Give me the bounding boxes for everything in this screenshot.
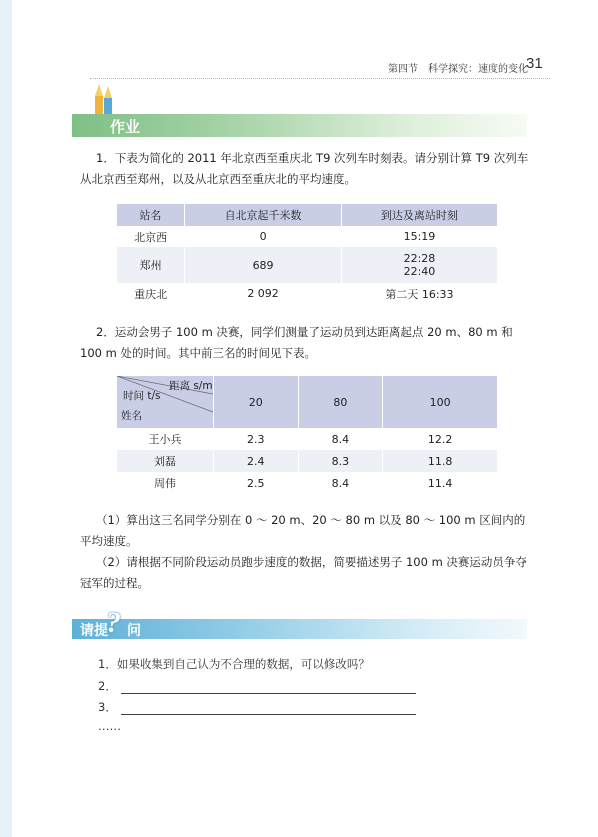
runner-name: 刘磊: [117, 450, 214, 472]
ask-ellipsis: ……: [98, 719, 121, 733]
homework-banner: [72, 114, 527, 137]
sub-question-1: （1）算出这三名同学分别在 0 ～ 20 m、20 ～ 80 m 以及 80 ～ 100 m 区间内的平均速度。: [80, 513, 526, 548]
section-title: 第四节 科学探究：速度的变化: [388, 64, 528, 75]
table-row: [117, 247, 498, 283]
table-header: 80: [298, 376, 383, 428]
ask-question-2: [98, 678, 416, 694]
table-cell: 重庆北: [117, 283, 185, 304]
runner-name: 周伟: [117, 472, 214, 494]
table-cell: 2.5: [214, 472, 299, 494]
table-cell: 北京西: [117, 226, 185, 247]
ask-question-2-prefix: 2．: [98, 679, 117, 693]
table-cell: 12.2: [383, 428, 497, 450]
table-cell: 2.3: [214, 428, 299, 450]
table-cell: 8.4: [298, 472, 383, 494]
table-cell: [341, 247, 497, 283]
question-mark-icon: ?: [106, 606, 121, 639]
page-edge-strip: [0, 0, 12, 837]
corner-name-label: 姓名: [121, 410, 142, 422]
header-divider: [90, 78, 550, 79]
table-cell: 11.4: [383, 472, 497, 494]
table-cell: 8.4: [298, 428, 383, 450]
table-header: 到达及离站时刻: [341, 204, 497, 226]
table-cell: 11.8: [383, 450, 497, 472]
table-cell: 2 092: [185, 283, 342, 304]
ask-title-left: 请提: [80, 623, 108, 639]
ask-question-3-prefix: 3．: [98, 700, 117, 714]
table-row: [117, 226, 498, 247]
page-header: [380, 55, 550, 75]
question-1: 1．下表为简化的 2011 年北京西至重庆北 T9 次列车时刻表。请分别计算 T9 次列车从北京西至郑州，以及从北京西至重庆北的平均速度。: [80, 151, 529, 186]
ask-title-right: 问: [127, 623, 141, 639]
corner-distance-label: 距离 s/m: [169, 380, 213, 392]
table-corner-cell: [117, 376, 214, 428]
table-cell: 第二天 16:33: [341, 283, 497, 304]
ask-question-1: 1．如果收集到自己认为不合理的数据，可以修改吗？: [98, 657, 370, 671]
table-cell: 689: [185, 247, 342, 283]
table-header: 自北京起千米数: [185, 204, 342, 226]
table-cell: 8.3: [298, 450, 383, 472]
table-header: 站名: [117, 204, 185, 226]
question-2: 2．运动会男子 100 m 决赛，同学们测量了运动员到达距离起点 20 m、80 m 和 100 m 处的时间。其中前三名的时间见下表。: [80, 325, 513, 360]
table-header: 100: [383, 376, 497, 428]
answer-line[interactable]: [121, 702, 416, 715]
runner-name: 王小兵: [117, 428, 214, 450]
corner-time-label: 时间 t/s: [123, 390, 161, 402]
table-row: [117, 450, 498, 472]
race-time-table: [116, 376, 497, 494]
answer-line[interactable]: [121, 681, 416, 694]
table-cell: 0: [185, 226, 342, 247]
arrival-time: 22:28: [403, 252, 436, 265]
train-timetable: [116, 204, 497, 304]
page-number: 31: [526, 55, 543, 72]
sub-question-2: （2）请根据不同阶段运动员跑步速度的数据，简要描述男子 100 m 决赛运动员争夺冠军的过程。: [80, 555, 527, 590]
homework-title: 作业: [110, 118, 141, 136]
table-row: [117, 428, 498, 450]
ask-question-3: [98, 699, 416, 715]
table-row: [117, 283, 498, 304]
table-header: 20: [214, 376, 299, 428]
table-row: [117, 472, 498, 494]
table-cell: 15:19: [341, 226, 497, 247]
table-cell: 郑州: [117, 247, 185, 283]
table-cell: 2.4: [214, 450, 299, 472]
departure-time: 22:40: [403, 265, 436, 278]
